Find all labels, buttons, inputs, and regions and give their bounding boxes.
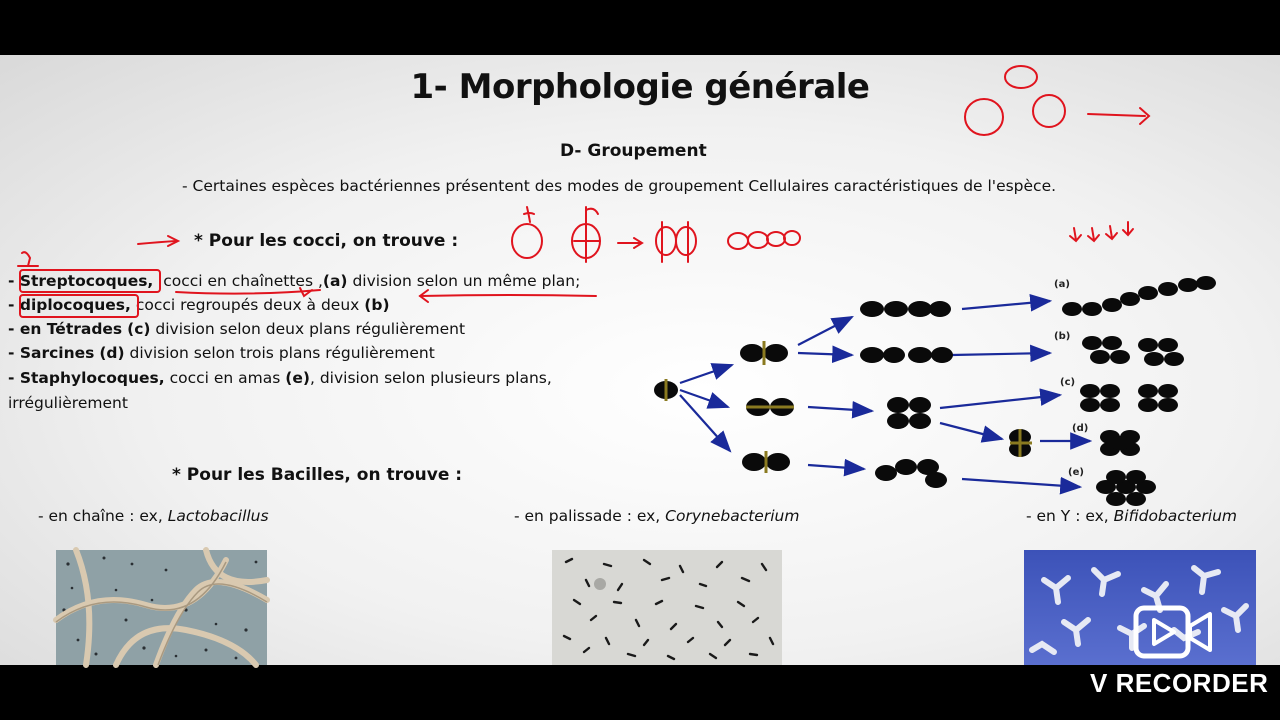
bacille-item-corynebacterium: - en palissade : ex, Corynebacterium xyxy=(514,507,800,525)
bacille-item-bifidobacterium: - en Y : ex, Bifidobacterium xyxy=(1026,507,1238,525)
diagram-label-b: (b) xyxy=(1054,331,1071,342)
coccus-cells xyxy=(654,276,1216,506)
recorder-watermark: V RECORDER xyxy=(1090,668,1269,698)
video-camera-icon xyxy=(1132,602,1216,662)
bacilles-heading: * Pour les Bacilles, on trouve : xyxy=(172,465,463,485)
slide xyxy=(0,55,1280,665)
division-arrows xyxy=(680,301,1090,487)
corynebacterium-photo xyxy=(552,550,782,665)
diagram-label-a: (a) xyxy=(1054,279,1070,290)
section-subtitle: D- Groupement xyxy=(560,141,707,161)
intro-text: - Certaines espèces bactériennes présentent des modes de groupement Cellulaires caractéristiques de l'espèce. xyxy=(182,177,1057,195)
cocci-item-continuation: irrégulièrement xyxy=(8,394,128,412)
cocci-item-staphylocoques: - Staphylocoques, cocci en amas (e), division selon plusieurs plans, xyxy=(8,369,552,387)
division-septa xyxy=(666,341,1032,473)
cocci-item-sarcines: - Sarcines (d) division selon trois plans régulièrement xyxy=(8,344,435,362)
page-title: 1- Morphologie générale xyxy=(410,67,870,107)
cocci-grouping-diagram xyxy=(640,215,1220,478)
diagram-label-c: (c) xyxy=(1060,377,1076,388)
cocci-heading: * Pour les cocci, on trouve : xyxy=(194,231,459,251)
bacille-item-lactobacillus: - en chaîne : ex, Lactobacillus xyxy=(38,507,269,525)
lactobacillus-photo xyxy=(56,550,267,665)
diagram-label-d: (d) xyxy=(1072,423,1089,434)
cocci-item-diplocoques: - diplocoques, cocci regroupés deux à deux (b) xyxy=(8,296,390,314)
diagram-label-e: (e) xyxy=(1068,467,1084,478)
cocci-item-tetrades: - en Tétrades (c) division selon deux plans régulièrement xyxy=(8,320,466,338)
cocci-item-streptocoques: - Streptocoques, cocci en chaînettes ,(a) division selon un même plan; xyxy=(8,272,581,290)
